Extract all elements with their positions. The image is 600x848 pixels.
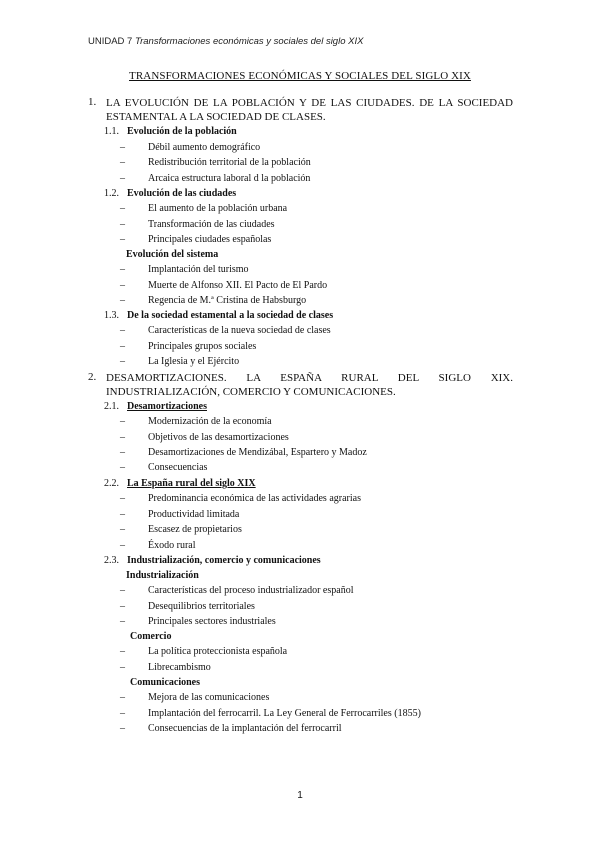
bullet-dash: – — [120, 646, 125, 657]
bullet-dash: – — [120, 447, 125, 458]
list-item: El aumento de la población urbana — [148, 203, 288, 214]
list-item: Librecambismo — [148, 662, 211, 673]
header-subtitle: Transformaciones económicas y sociales del siglo XIX — [134, 36, 364, 47]
list-item: Desequilibrios territoriales — [148, 601, 255, 612]
list-item: Principales sectores industriales — [148, 616, 276, 627]
list-item: La política proteccionista española — [148, 646, 288, 657]
list-item: Principales grupos sociales — [148, 341, 257, 352]
list-item: Consecuencias de la implantación del ferrocarril — [148, 723, 342, 734]
list-item: Débil aumento demográfico — [148, 142, 261, 153]
bullet-dash: – — [120, 524, 125, 535]
bullet-dash: – — [120, 295, 125, 306]
list-item: Predominancia económica de las actividades agrarias — [148, 493, 361, 504]
page-number: 1 — [297, 790, 303, 801]
section-heading-line: DESAMORTIZACIONES. LA ESPAÑA RURAL DEL SIGLO XIX. — [106, 372, 513, 384]
section-heading-line: INDUSTRIALIZACIÓN, COMERCIO Y COMUNICACIONES. — [106, 386, 396, 398]
subsection-title: Desamortizaciones — [127, 401, 207, 412]
bullet-dash: – — [120, 325, 125, 336]
document-title: TRANSFORMACIONES ECONÓMICAS Y SOCIALES DEL SIGLO XIX — [129, 70, 471, 82]
list-item: Características de la nueva sociedad de clases — [148, 325, 331, 336]
list-item: Productividad limitada — [148, 509, 240, 520]
list-item: Características del proceso industrializador español — [148, 585, 354, 596]
bullet-dash: – — [120, 173, 125, 184]
list-item: Muerte de Alfonso XII. El Pacto de El Pardo — [148, 280, 328, 291]
subsection-number: 1.3. — [104, 310, 119, 321]
group-heading: Evolución del sistema — [126, 249, 219, 260]
bullet-dash: – — [120, 219, 125, 230]
bullet-dash: – — [120, 601, 125, 612]
section-heading-line: LA EVOLUCIÓN DE LA POBLACIÓN Y DE LAS CIUDADES. DE LA SOCIEDAD — [106, 97, 513, 109]
bullet-dash: – — [120, 341, 125, 352]
list-item: Implantación del turismo — [148, 264, 249, 275]
running-header — [88, 36, 363, 47]
list-item: Consecuencias — [148, 462, 208, 473]
list-item: Transformación de las ciudades — [148, 219, 275, 230]
list-item: Éxodo rural — [148, 540, 196, 551]
list-item: Arcaica estructura laboral d la población — [148, 173, 311, 184]
list-item: Redistribución territorial de la población — [148, 157, 311, 168]
bullet-dash: – — [120, 264, 125, 275]
section-number: 2. — [88, 371, 97, 383]
bullet-dash: – — [120, 462, 125, 473]
subsection-title: Evolución de las ciudades — [127, 188, 237, 199]
bullet-dash: – — [120, 540, 125, 551]
list-item: La Iglesia y el Ejército — [148, 356, 240, 367]
list-item: Desamortizaciones de Mendizábal, Espartero y Madoz — [148, 447, 367, 458]
list-item: Regencia de M.ª Cristina de Habsburgo — [148, 295, 307, 306]
group-heading: Industrialización — [126, 570, 199, 581]
bullet-dash: – — [120, 616, 125, 627]
subsection-number: 2.2. — [104, 478, 119, 489]
list-item: Modernización de la economía — [148, 416, 272, 427]
bullet-dash: – — [120, 509, 125, 520]
subsection-number: 1.2. — [104, 188, 119, 199]
list-item: Escasez de propietarios — [148, 524, 242, 535]
bullet-dash: – — [120, 157, 125, 168]
list-item: Principales ciudades españolas — [148, 234, 272, 245]
section-heading-line: ESTAMENTAL A LA SOCIEDAD DE CLASES. — [106, 111, 326, 123]
subsection-title: Industrialización, comercio y comunicaciones — [127, 555, 321, 566]
subsection-title: Evolución de la población — [127, 126, 237, 137]
list-item: Implantación del ferrocarril. La Ley General de Ferrocarriles (1855) — [148, 708, 421, 719]
header-unit: UNIDAD 7 — [88, 36, 133, 47]
bullet-dash: – — [120, 356, 125, 367]
subsection-title: La España rural del siglo XIX — [127, 478, 256, 489]
bullet-dash: – — [120, 432, 125, 443]
subsection-number: 2.3. — [104, 555, 119, 566]
group-heading: Comercio — [130, 631, 172, 642]
bullet-dash: – — [120, 234, 125, 245]
bullet-dash: – — [120, 708, 125, 719]
bullet-dash: – — [120, 692, 125, 703]
bullet-dash: – — [120, 662, 125, 673]
subsection-number: 2.1. — [104, 401, 119, 412]
bullet-dash: – — [120, 493, 125, 504]
group-heading: Comunicaciones — [130, 677, 200, 688]
bullet-dash: – — [120, 142, 125, 153]
bullet-dash: – — [120, 723, 125, 734]
section-number: 1. — [88, 96, 97, 108]
list-item: Objetivos de las desamortizaciones — [148, 432, 289, 443]
bullet-dash: – — [120, 203, 125, 214]
list-item: Mejora de las comunicaciones — [148, 692, 270, 703]
subsection-title: De la sociedad estamental a la sociedad de clases — [127, 310, 334, 321]
subsection-number: 1.1. — [104, 126, 119, 137]
bullet-dash: – — [120, 416, 125, 427]
bullet-dash: – — [120, 585, 125, 596]
bullet-dash: – — [120, 280, 125, 291]
